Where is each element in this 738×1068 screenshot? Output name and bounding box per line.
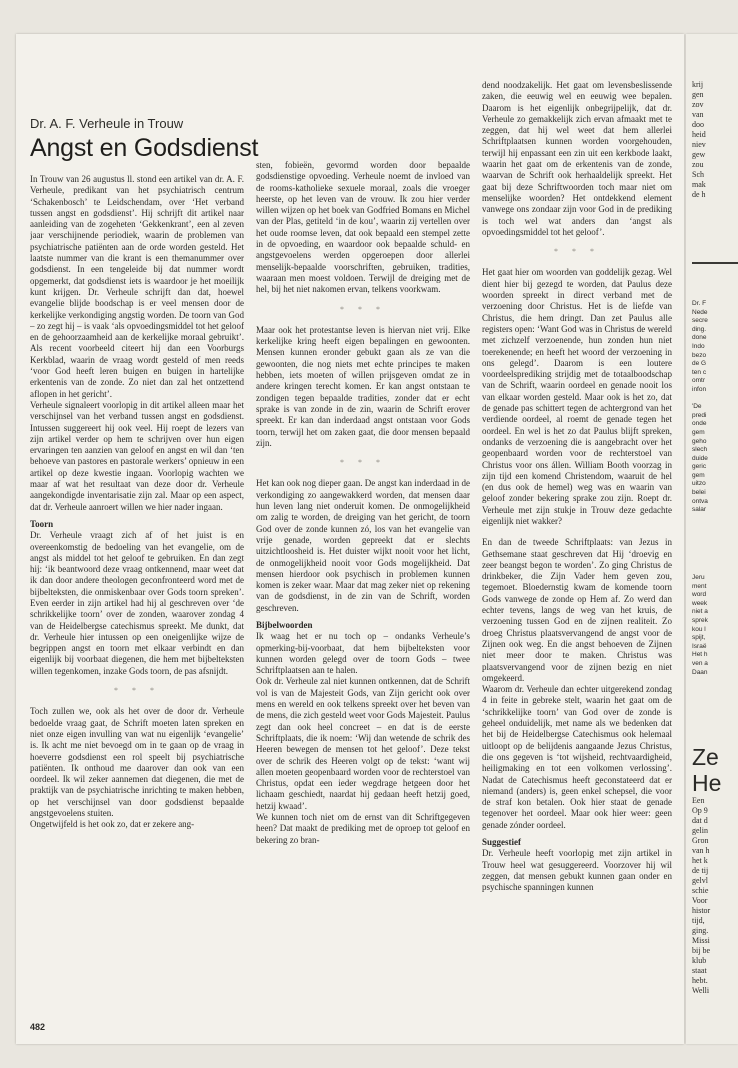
adjacent-line: schie	[692, 886, 709, 895]
adjacent-caption	[692, 300, 736, 515]
adjacent-line: het k	[692, 856, 708, 865]
section-separator: * * *	[554, 247, 600, 257]
adjacent-line: de G	[692, 360, 707, 368]
column-1	[30, 174, 244, 1024]
adjacent-line: uitzo	[692, 480, 706, 488]
adjacent-line: Het h	[692, 651, 708, 659]
adjacent-line	[692, 395, 736, 404]
adjacent-line: de tij	[692, 866, 709, 875]
adjacent-line: kou l	[692, 625, 706, 633]
paragraph: sten, fobieën, gevormd worden door bepaalde godsdienstige opvoeding. Verheule noemt de invloed van de rooms-katholieke sexuele moraal, zoals die vroeger heerste, op het leven van de vrouw. Ik zou hier verder willen wijzen op het boek van Godfried Bomans en Michel van der Plas, getiteld ‘in de kou’, waarin zij vertellen over het oude roomse leven, dat ook bepaald een stempel zette in de opvoeding, en waardoor ook bepaalde schuld- en angstgevoelens werden opgeroepen door allerlei menselijk-bepaalde voorschriften, gebruiken, tradities, waaraan men moest voldoen. Terwijl de dreiging met de hel, bij het niet nakomen ervan, telkens voorkwam.	[256, 160, 470, 295]
adjacent-line: bezo	[692, 351, 707, 359]
adjacent-line: tijd,	[692, 916, 705, 925]
paragraph: Toch zullen we, ook als het over de door dr. Verheule bedoelde vraag gaat, de Schrift moeten laten spreken en niet onze eigen invulling van wat nu eigenlijk ‘evangelie’ is. Ik acht me niet bevoegd om in te gaan op de vraag in hoeverre godsdienst een rol speelt bij psychiatrische patiënten. Ik onthoud me daarover dan ook van een oordeel. Ik wil zeker aannemen dat diegenen, die met de praktijk van de psychiatrische inrichting te maken hebben, op het verschijnsel van door godsdienst bepaalde angstgevoelens stuiten.	[30, 706, 244, 819]
adjacent-line: infon	[692, 385, 707, 393]
adjacent-text-middle	[692, 574, 736, 677]
paragraph: Ongetwijfeld is het ook zo, dat er zekere ang-	[30, 819, 195, 830]
adjacent-line: salar	[692, 506, 707, 514]
adjacent-line: histor	[692, 906, 711, 915]
adjacent-line: Een	[692, 796, 705, 805]
adjacent-line: dat d	[692, 816, 708, 825]
paragraph: Waarom dr. Verheule dan echter uitgerekend zondag 4 in feite in gebreke stelt, waarin het gaat om de ‘schrikkelijke toorn’ van God over de zonde is geheel onduidelijk, met name als we bedenken dat het bij de Heidelbergse Catechismus ook helemaal uitloopt op de belijdenis aangaande Jezus Christus, die ons gegeven is ‘tot wijsheid, rechtvaardigheid, heiligmaking en tot een volkomen verlossing’. Nadat de Catechismus heeft geconstateerd dat er niemand (anders) is, geen enkel schepsel, die voor de straf kon betalen. Ook hier staat de genade tegenover het oordeel. Maar ook hier weer: geen genade zónder oordeel.	[482, 684, 672, 830]
adjacent-line: ging.	[692, 926, 709, 935]
article-kicker: Dr. A. F. Verheule in Trouw	[30, 116, 184, 131]
adjacent-line: Dr. F	[692, 300, 707, 307]
adjacent-line: gem	[692, 471, 705, 479]
paragraph: We kunnen toch niet om de ernst van dit Schriftgegeven heen? Dat maakt de prediking met de oproep tot geloof en bekering zo bran-	[256, 812, 470, 845]
adjacent-line: bij be	[692, 946, 710, 955]
adjacent-line: Gron	[692, 836, 709, 845]
adjacent-rule	[692, 262, 738, 264]
adjacent-line: Welli	[692, 986, 710, 995]
adjacent-line: Op 9	[692, 806, 708, 815]
adjacent-line: krij	[692, 80, 704, 89]
adjacent-line: He	[692, 770, 722, 796]
paragraph: Dr. Verheule vraagt zich af of het juist is en overeenkomstig de bedoeling van het evangelie, om de angst als middel tot het geloof te gebruiken. En dan zegt hij: ‘ik beantwoord deze vraag ontkennend, maar weet dat ik dan door andere theologen geconfronteerd word met de bijbelteksten, die onmiskenbaar over Gods toorn spreken’. Even eerder in zijn artikel had hij al geschreven over ‘de schrikkelijke toorn’ over de zonden, waarover zondag 4 van de Heidelbergse catechismus spreekt. Me dunkt, dat dr. Verheule hier intussen op een oneigenlijke wijze de begrippen angst en toorn met elkaar verbindt en dan eigenlijk bij voorbaat diegenen, die hem met bijbelteksten willen tegenkomen, inzake Gods toorn, de pas afsnijdt.	[30, 530, 244, 676]
adjacent-line: gelvl	[692, 876, 708, 885]
adjacent-line: duide	[692, 454, 708, 462]
subheading-toorn: Toorn	[30, 518, 54, 529]
adjacent-line: zov	[692, 100, 704, 109]
paragraph: Ik waag het er nu toch op – ondanks Verheule’s opmerking-bij-voorbaat, dat hem bijbelteksten voor kunnen worden gelegd over de toorn Gods – twee Schriftplaatsen aan te halen.	[256, 631, 470, 676]
adjacent-line: Voor	[692, 896, 708, 905]
adjacent-line: ten c	[692, 368, 707, 376]
adjacent-line: ontva	[692, 497, 708, 505]
adjacent-line: gew	[692, 150, 706, 159]
subheading-bijbelwoorden: Bijbelwoorden	[256, 619, 313, 630]
adjacent-line: ven a	[692, 659, 708, 667]
adjacent-line: van	[692, 110, 704, 119]
adjacent-line: spijt,	[692, 634, 706, 642]
adjacent-line: onde	[692, 420, 707, 428]
adjacent-line: Ze	[692, 744, 719, 770]
adjacent-line: belei	[692, 489, 706, 497]
paragraph: In Trouw van 26 augustus ll. stond een artikel van dr. A. F. Verheule, predikant van het psychiatrisch centrum ‘Schakenbosch’ te Leidschendam, over ‘Het verband tussen angst en godsdienst’. Hij schrijft dit artikel naar aanleiding van de zogeheten ‘Gekkenkrant’, een al zeven jaar verschijnende periodiek, waarin de problemen van psychiatrische patiënten aan de orde worden gesteld. Het laatste nummer van die krant is een themanummer over godsdienst. In een tengeleide bij dat nummer wordt opgemerkt, dat godsdienst iets is waardoor je het moeilijk kunt krijgen. Dr. Verheule schrijft dan dat, hoewel evangelie blijde boodschap is er veel mensen door de kerkelijke verkondiging angstig worden. De toorn van God – zo zegt hij – is vaak ‘als opvoedingsmiddel tot het geloof en de gehoorzaamheid aan de kerkelijke moraal gebruikt’. Als recent voorbeeld citeert hij dan een Voorburgs Kerkblad, waarin de vraag wordt gesteld of men reeds ‘voor God heeft leren buigen en buigen in hartelijke erkentenis van de zonde. Zo niet dan zal het ontzettend aflopen in het gericht’.	[30, 174, 244, 399]
adjacent-line: ment	[692, 582, 707, 590]
subheading-suggestief: Suggestief	[482, 837, 521, 847]
paragraph: Ook dr. Verheule zal niet kunnen ontkennen, dat de Schrift vol is van de Majesteit Gods, van Zijn gericht ook over mens en wereld en ook telkens spreekt over het beven van de mens, die zich gesteld weet voor Gods Majesteit. Paulus zegt dan ook heel concreet – en dat is de eerste Schriftplaats, die ik noem: ‘Wij dan wetende de schrik des Heeren bewegen de mensen tot het geloof’. Deze tekst over de schrik des Heeren volgt op de tekst: ‘want wij allen moeten geopenbaard worden voor de rechterstoel van Christus, opdat een ieder wegdrage hetgeen door het lichaam geschiedt, naardat hij gedaan heeft hetzij goed, hetzij kwaad’.	[256, 676, 470, 811]
adjacent-line: Daan	[692, 668, 708, 676]
paragraph: Het gaat hier om woorden van goddelijk gezag. Wel dient hier bij gezegd te worden, dat Paulus deze woorden spreekt in direct verband met de verzoening door Christus. Het is de liefde van Christus, die hem dringt. Dan zet Paulus alle registers open: ‘Want God was in Christus de wereld met zichzelf verzoenende, hun zonden hun niet toerekenende; en heeft het woord der verzoening in ons gelegd’. Daarom is een loutere voordeelsprediking strijdig met de totaalboodschap van de Schrift, waarin oordeel en genade nooit los van elkaar worden gesteld. Maar ook is het zo, dat de genade pas schittert tegen de achtergrond van het verdiende oordeel, al roemt de genade tegen het oordeel. En wel is het zo dat Paulus blijft spreken, ondanks de verzoening die is aangebracht over het geopenbaard worden voor de rechterstoel van Christus voor ons állen. William Booth voorzag in zijn tijd een komend Christendom, waaruit de hel (en dus ook de hemel) weg was en waarin van geloof zonder bekering sprake zou zijn. Roept dr. Verheule met zijn stukje in Trouw deze gedachte eigenlijk niet wakker?	[482, 267, 672, 526]
adjacent-line: doo	[692, 120, 704, 129]
adjacent-line: Jeru	[692, 574, 705, 581]
paragraph: En dan de tweede Schriftplaats: van Jezus in Gethsemane staat geschreven dat Hij ‘droevig en zeer beangst begon te worden’. Zo ging Christus de drinkbeker, die Zijn Vader hem geven zou, tegemoet. Bloedernstig kwam de komende toorn Gods vanwege de zonde op Hem af. Zo werd dan echter tevens, langs de weg van het kruis, de verzoening tussen God en de zijnen realiteit. Zo droeg Christus plaatsvervangend de angst voor de Zijnen ook weg. En die angst behoeven de Zijnen niet meer door te maken. Christus was plaatsvervangend voor de zijnen bezig en niet omgekeerd.	[482, 537, 672, 683]
adjacent-line: week	[692, 599, 708, 607]
adjacent-line: Sch	[692, 170, 704, 179]
paragraph: Verheule signaleert voorlopig in dit artikel alleen maar het verschijnsel van het verband tussen angst en godsdienst. Intussen suggereert hij ook veel. Hij roept de lezers van zijn artikel verder op hem te schrijven over hun eigen ervaringen ten aanzien van geloof en angst en wil dan ‘ten behoeve van pastores en pastorale werkers’ opnieuw in een artikel op deze kwestie ingaan. Voorlopig wachten we maar af wat het resultaat van deze door dr. Verheule aangekondigde inventarisatie zijn zal. Maar op een aspect, dat dr. Verheule aanroert willen we hier nader ingaan.	[30, 399, 244, 512]
adjacent-line: niev	[692, 140, 706, 149]
adjacent-line: heid	[692, 130, 706, 139]
adjacent-line: geric	[692, 463, 707, 471]
paragraph: Dr. Verheule heeft voorlopig met zijn artikel in Trouw heel wat gesuggereerd. Voorzover hij wil zeggen, dat mensen gebukt kunnen gaan onder en psychische spanningen kunnen	[482, 848, 672, 893]
adjacent-line: Nede	[692, 308, 708, 316]
article-title: Angst en Godsdienst	[30, 134, 259, 162]
adjacent-line: Indo	[692, 342, 705, 350]
adjacent-line: staat	[692, 966, 707, 975]
adjacent-line: niet a	[692, 608, 708, 616]
page-number: 482	[30, 1022, 46, 1032]
adjacent-text-top	[692, 80, 736, 200]
adjacent-line: omtr	[692, 377, 705, 385]
adjacent-page-edge	[686, 34, 738, 1044]
column-3	[482, 80, 672, 1030]
adjacent-heading	[692, 744, 736, 796]
adjacent-line: gem	[692, 428, 705, 436]
adjacent-line: klub	[692, 956, 707, 965]
adjacent-line: Missi	[692, 936, 710, 945]
adjacent-line: mak	[692, 180, 706, 189]
adjacent-line: gelin	[692, 826, 708, 835]
adjacent-line: hebt.	[692, 976, 708, 985]
adjacent-line: word	[692, 591, 707, 599]
magazine-page	[16, 34, 684, 1044]
adjacent-line: ding.	[692, 325, 707, 333]
column-2	[256, 160, 470, 1024]
adjacent-line: Israë	[692, 642, 707, 650]
adjacent-line: sprek	[692, 616, 708, 624]
adjacent-line: geho	[692, 437, 707, 445]
adjacent-line: slech	[692, 446, 708, 454]
adjacent-line: van h	[692, 846, 710, 855]
paragraph: Het kan ook nog dieper gaan. De angst kan inderdaad in de verkondiging zo aangewakkerd worden, dat mensen daar hun leven lang niet onderuit komen. De onmogelijkheid om zalig te worden, de dreiging van het gericht, de toorn God over de zonde kunnen zó, los van het evangelie van vrije genade, worden gepreekt dat er slechts uitzichtloosheid is. Het duister wijkt nooit voor het licht, de onmogelijkheid nooit voor Gods mogelijkheid. Dat mensen hierdoor ook psychisch in problemen kunnen komen is zeker waar. Maar dat mag zeker niet op rekening van de godsdienst, in de zin van de Schrift, worden geschreven.	[256, 478, 470, 613]
adjacent-line: predi	[692, 411, 707, 419]
paragraph: Maar ook het protestantse leven is hiervan niet vrij. Elke kerkelijke kring heeft eigen bepalingen en gewoonten. Mensen kunnen eronder gebukt gaan als ze van die gewoonten, die nog niets met echte principes te maken hebben, iets moeten of willen prijsgeven omdat ze in andere kringen terecht komen. Er kan angst ontstaan te zondigen tegen bepaalde tradities, zonder dat er echt sprake is van zonde in de zin, waarin de Schrift erover spreekt. Er kan dan inderdaad angst ontstaan voor Gods toorn, terwijl het om zaken gaat, die door mensen bepaald zijn.	[256, 324, 470, 448]
paragraph: dend noodzakelijk. Het gaat om levensbeslissende zaken, die eeuwig wel en eeuwig wee bepalen. Daarom is het eigenlijk onbegrijpelijk, dat dr. Verheule zo gemakkelijk zich ervan afmaakt met te zeggen, dat hij wel weet dat hem allerlei Schriftplaatsen kunnen worden voorgehouden, terwijl hij enpassant een zin uit een kerkbode laakt, waarin het gaat om de erkentenis van de zonde, waarvan de Schrift ook herhaaldelijk spreekt. Het gaat bij deze Schriftwoorden toch maar niet om menselijke woorden? Het ontdekkend element vanwege ons zondaar zijn voor God in de prediking is toch wel wat anders dan ‘angst als opvoedingsmiddel tot het geloof’.	[482, 80, 672, 237]
adjacent-line: secre	[692, 317, 708, 325]
adjacent-line: done	[692, 334, 707, 342]
section-separator: * * *	[340, 458, 386, 468]
adjacent-line: de h	[692, 190, 706, 199]
adjacent-line: gen	[692, 90, 704, 99]
section-separator: * * *	[340, 304, 386, 314]
adjacent-line: zou	[692, 160, 704, 169]
adjacent-text-bottom	[692, 796, 736, 996]
spacer	[482, 527, 672, 537]
adjacent-line: 'De	[692, 403, 702, 411]
section-separator: * * *	[114, 686, 160, 696]
